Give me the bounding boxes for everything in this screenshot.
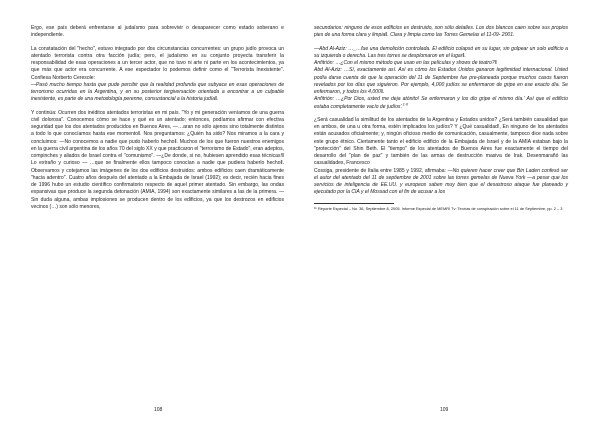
quote-ceresole: —Pasó mucho tiempo hasta que pude percibir que la realidad profunda que subyace en esas operaciones de terrorismo ocurridas en la Argentina, y en su posterior tergiversación orientada a encontrar a un culpable inexistente, es parte de una metodología perenne, consustancial a la historia judía‖. [31, 81, 284, 103]
page-number-left: 108 [154, 407, 163, 413]
paragraph-cossiga [314, 168, 568, 197]
paragraph-ergo: Ergo, ese país deberá enfrentarse al judaísmo para sobrevivir o desaparecer como estado soberano e independiente. [31, 25, 284, 39]
cossiga-quote: —No quieren hacer creer que Bin Laden confesó ser el autor del atentado del 11 de septiembre de 2001 sobre las torres gemelas de Nueva York —a pesar que los servicios de inteligencia de EE.UU. y europeos saben muy bien que el desastroso ataque fue planeado y ejecutado por la CIA y el Mossad con el fin de acusar a los [314, 167, 568, 196]
right-page [300, 0, 600, 424]
dialogue-anfitrion-2-text: Anfitrión: …¿Por Dios, usted me deja atónito! Se enfermaron y los dio gripe el mismo día.' Así que el edificio estaba completamente vacío de judíos'. [314, 96, 568, 110]
dialogue-abd-al-aziz-1: —Abd Al-Aziz: …_…fue una demolición controlada. El edificio colapsó en su lugar, sin golpear un solo edificio a su izquierda o derecha. Las tres torres se desplomaron en el lugar‖. [314, 45, 568, 59]
cossiga-lead: Cossiga, presidente de Italia entre 1985 y 1992, afirmaba: [314, 167, 448, 174]
page-number-right: 109 [440, 407, 449, 413]
dialogue-anfitrion-1: Anfitrión: …¿Con el mismo método que usan en las películas y shows de teatro?‖ [314, 60, 497, 66]
paragraph-casualidad: ¿Será casualidad la similitud de los atentados de la Argentina y Estados unidos? ¿Será también casualidad que en ambos, de una u otra forma, estén implicados los judíos? Y ¿Qué casualidad!, En ninguno de los atentados están acusados oficialmente; y, ningún oficioso medio de comunicación, casualmente, tampoco dice nada sobre este grupo étnico. Ciertamente tanto el edificio edificio de la Embajada de Israel y de la AMIA estaban bajo la "protección" del Shin Beth. El "tiempo" de los atentados de Buenos Aires fue exactamente el tiempo del desarrollo del "plan de paz" y también de las armas de destrucción masiva de Irak. Desenmarañó las casualidades, Francesco [314, 116, 568, 167]
left-text-column [31, 25, 284, 211]
paragraph-continua: Y continúa: Ocurren dos inéditos atentados terroristas en mi país. "Yo y mi generación veníamos de una guerra civil dolorosa". Conocemos cómo se hace y qué es un atentado; entonces, podíamos afirmar con efectiva seguridad que los dos atentados producidos en Buenos Aires, —…aran no sólo ajenos sino totalmente distintos a todo lo que conocíamos hasta ese momento‖. Nos preguntamos: ¿Quién ha sido? Nos miramos a la cara y concluimos: —No conocemos a nadie que pudo haberlo hecho‖. Muchos de los que fueron nuestros enemigos en la guerra civil argentina de los años 70 del siglo XX y que practicaron el "terrorismo de Estado", eran adeptos, compinches y aliados de Israel contra el "comunismo". —¿De donde, si no, hubiesen aprendido esas técnicas!‖ Lo extraño y curioso — …que se finalmente ellos tampoco conocían a nadie que pudiera haberlo hecho‖. Observamos y cotejamos las imágenes de los dos edificios destruidos: ambos edificios caen dramáticamente "hacia adentro". Cuatro años después del atentado a la Embajada de Israel (1992); es decir, recién hacia fines de 1996 hubo un estudio científico confirmatorio respecto de aquel primer atentado. Sin embargo, las ondas expansivas que produce la segunda detonación (AMIA, 1994) son exactamente similares a las de la primera. —Sin duda alguna, ambas implosiones se producen dentro de los edificios, ya que los destrozos en edificios vecinos (…) son sólo menores, [31, 109, 284, 210]
footnote-reference: 1-6 [402, 101, 408, 106]
paragraph-secundarios: secundarios: ninguno de esos edificios es destruido, son sólo detalles. Los dos blancos caen sobre sus propios pies de una forma clara y limpia‖. Clara y limpia como las Torres Gemelas el 11-09- 2001. [314, 25, 568, 39]
dialogue-abd-al-aziz-2: Abd Al-Aziz: …Sí, exactamente así. Así es cómo los Estados Unidos ganaron legitimidad internacional. Usted podía darse cuenta de que la operación del 11 de Septiembre fue pre-planeada porque muchos casos fueron revelados por los días que siguieron. Por ejemplo, 4,000 judíos se enfermaron de gripe en ese exacto día. Se enfermaron, y todos los 4,000‖. [314, 67, 568, 95]
footnote-divider [314, 203, 394, 204]
paragraph-constatacion: La constatación del "hecho", estuvo integrado por dos circunstancias concurrentes: un grupo judío provoca un atentado terrorista contra otra facción judía; pero, el judaísmo en su conjunto proyecta transferir la responsabilidad de esas operaciones a un tercer actor, que no tuvo ni arte ni parte en los acontecimientos, ya que más que actor era concurrente. A ese espectador lo podemos definir como el "Terrorista Inexistente". Confiesa Norberto Ceresole: [31, 45, 284, 81]
footnote: ¹⁵ Reporte Especial – No. 36, Septiembre 8, 2005. Informe Especial de MEMRI Tv: Teorías de conspiración sobre el 11 de Septiembre, pp. 2 – 3 [314, 205, 563, 211]
dialogue-anfitrion-2 [314, 96, 568, 111]
right-text-column [314, 25, 568, 211]
